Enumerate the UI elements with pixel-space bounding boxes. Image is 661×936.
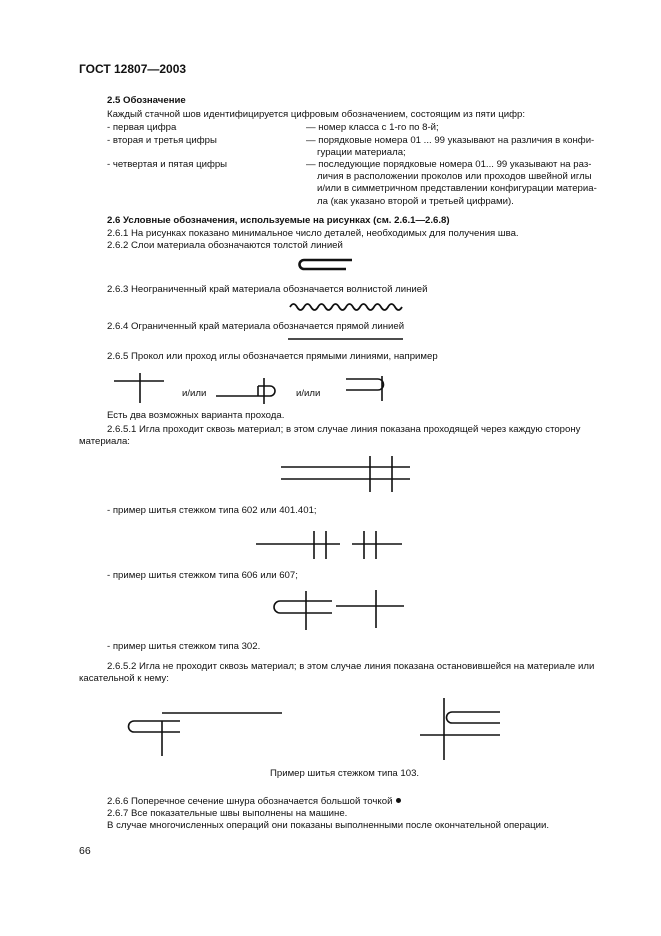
paragraph-2-6-2: 2.6.2 Слои материала обозначаются толстой линией (107, 240, 343, 251)
paragraph-2-6-5: 2.6.5 Прокол или проход иглы обозначается прямыми линиями, например (107, 351, 438, 362)
paragraph-2-6-6-text: 2.6.6 Поперечное сечение шнура обозначается большой точкой (107, 796, 393, 807)
section-2-5-title: 2.5 Обозначение (107, 95, 186, 106)
desc-fourth-fifth-line3: и/или в симметричном представлении конфигурации материа- (317, 183, 597, 194)
paragraph-2-6-3: 2.6.3 Неограниченный край материала обозначается волнистой линией (107, 284, 428, 295)
paragraph-2-6-6 (107, 796, 401, 809)
term-second-third-digits: - вторая и третья цифры (107, 135, 217, 146)
term-first-digit: - первая цифра (107, 122, 177, 133)
cord-dot-icon (396, 798, 401, 803)
example-302-label: - пример шитья стежком типа 302. (107, 641, 261, 652)
paragraph-2-6-4: 2.6.4 Ограниченный край материала обозначается прямой линией (107, 321, 405, 332)
stitch-diagram-103-right (418, 694, 510, 764)
stitch-diagram-302 (268, 588, 408, 632)
page-number: 66 (79, 845, 91, 857)
final-paragraph: В случае многочисленных операций они показаны выполненными после окончательной операции. (107, 820, 550, 831)
document-code: ГОСТ 12807—2003 (79, 62, 187, 76)
paragraph-2-6-5-2-line2: касательной к нему: (79, 673, 169, 684)
stitch-diagram-103-left (122, 710, 286, 758)
paragraph-2-6-7: 2.6.7 Все показательные швы выполнены на машине. (107, 808, 348, 819)
wavy-line-symbol (288, 298, 408, 312)
desc-fourth-fifth-line1: — последующие порядковые номера 01... 99 указывают на раз- (306, 159, 592, 170)
paragraph-2-6-5-2-line1: 2.6.5.2 Игла не проходит сквозь материал; в этом случае линия показана остановившейся на материале или (107, 661, 595, 672)
desc-second-third-line1: — порядковые номера 01 ... 99 указывают на различия в конфи- (306, 135, 595, 146)
desc-fourth-fifth-line2: личия в расположении проколов или проходов швейной иглы (317, 171, 592, 182)
stitch-diagram-602 (278, 454, 414, 496)
desc-first-digit: — номер класса с 1-го по 8-й; (306, 122, 439, 133)
desc-fourth-fifth-line4: ла (как указано второй и третьей цифрами). (317, 196, 514, 207)
and-or-label-2: и/или (296, 388, 321, 399)
needle-pass-symbol-2 (214, 376, 290, 406)
stitch-diagram-606 (254, 528, 406, 564)
example-602-label: - пример шитья стежком типа 602 или 401.401; (107, 505, 317, 516)
needle-pass-symbol-1 (112, 372, 168, 406)
needle-pass-symbol-3 (344, 375, 394, 403)
paragraph-2-6-5-1-line2: материала: (79, 436, 130, 447)
and-or-label-1: и/или (182, 388, 207, 399)
two-variants-text: Есть два возможных варианта прохода. (107, 410, 285, 421)
straight-line-symbol (286, 336, 406, 342)
section-2-6-title: 2.6 Условные обозначения, используемые на рисунках (см. 2.6.1—2.6.8) (107, 215, 450, 226)
example-103-caption: Пример шитья стежком типа 103. (270, 768, 420, 779)
section-2-5-intro: Каждый стачной шов идентифицируется цифровым обозначением, состоящим из пяти цифр: (107, 109, 525, 120)
paragraph-2-6-1: 2.6.1 На рисунках показано минимальное число деталей, необходимых для получения шва. (107, 228, 519, 239)
example-606-label: - пример шитья стежком типа 606 или 607; (107, 570, 298, 581)
term-fourth-fifth-digits: - четвертая и пятая цифры (107, 159, 228, 170)
thick-line-symbol (290, 256, 360, 272)
desc-second-third-line2: гурации материала; (317, 147, 406, 158)
paragraph-2-6-5-1-line1: 2.6.5.1 Игла проходит сквозь материал; в этом случае линия показана проходящей через каждую сторону (107, 424, 581, 435)
